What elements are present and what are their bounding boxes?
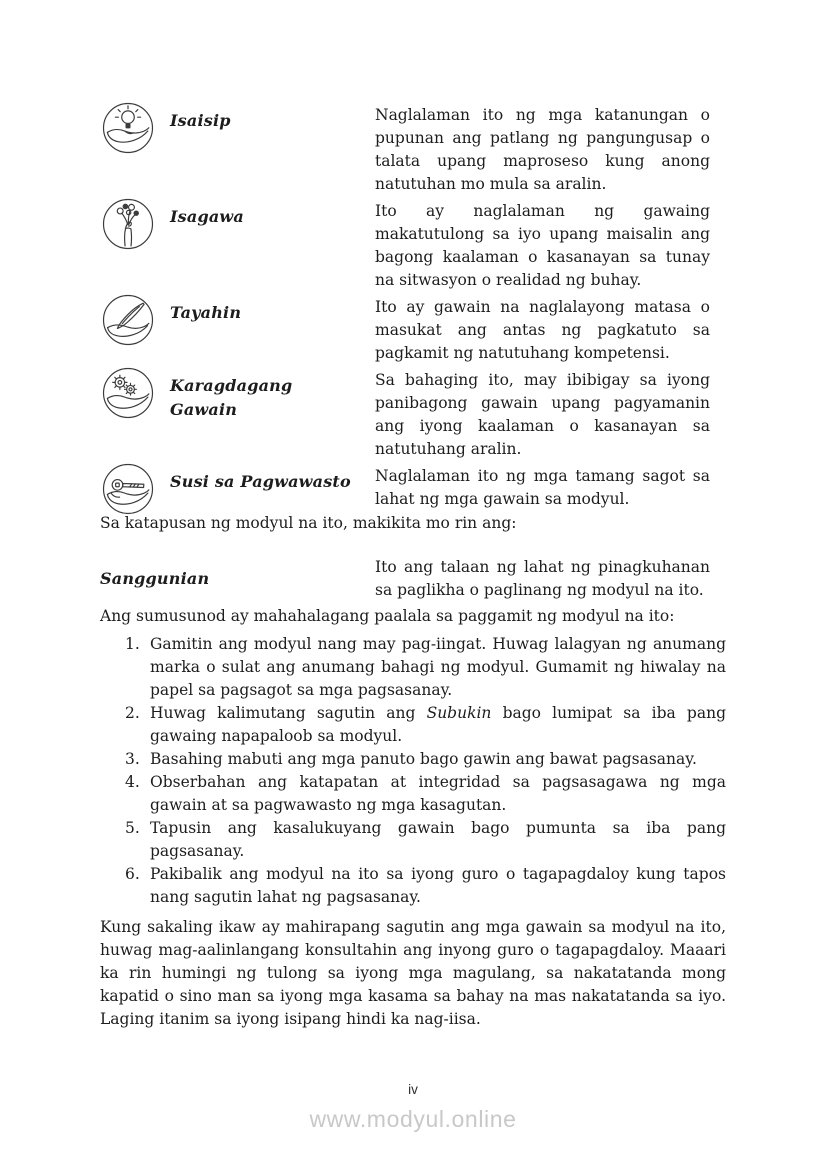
legend-row-isaisip xyxy=(100,102,726,196)
intro-line: Sa katapusan ng modyul na ito, makikita mo rin ang: xyxy=(100,514,517,532)
lightbulb-in-hand-icon xyxy=(102,102,154,154)
reminders-heading: Ang sumusunod ay mahahalagang paalala sa paggamit ng modyul na ito: xyxy=(100,607,675,625)
reminder-item-5 xyxy=(125,817,726,863)
legend-description-isaisip: Naglalaman ito ng mga katanungan o pupunan ang patlang ng pangungusap o talata upang maproseso kung anong natutuhan mo mula sa aralin. xyxy=(375,106,710,193)
legend-description-isagawa: Ito ay naglalaman ng gawaing makatutulong sa iyo upang maisalin ang bagong kaalaman o kasanayan sa tunay na sitwasyon o realidad ng buhay. xyxy=(375,202,710,289)
legend-icon-cell xyxy=(100,463,170,515)
legend-label-cell xyxy=(170,294,375,325)
reminder-item-4 xyxy=(125,771,726,817)
reminder-number: 1. xyxy=(125,635,140,653)
legend-label-isaisip: Isaisip xyxy=(170,111,231,130)
reminder-item-1 xyxy=(125,633,726,702)
reminder-text-pre: Huwag kalimutang sagutin ang xyxy=(150,704,427,722)
reminder-text xyxy=(150,863,726,909)
sanggunian-label-cell xyxy=(100,556,375,602)
reminder-text xyxy=(150,817,726,863)
reminders-list xyxy=(125,633,726,909)
legend-description-susi-sa-pagwawasto: Naglalaman ito ng mga tamang sagot sa lahat ng mga gawain sa modyul. xyxy=(375,467,710,508)
sanggunian-label: Sanggunian xyxy=(100,569,210,588)
legend-label-cell xyxy=(170,102,375,133)
legend-row-karagdagang-gawain xyxy=(100,367,726,461)
reminder-number: 3. xyxy=(125,750,140,768)
legend-label-susi-sa-pagwawasto: Susi sa Pagwawasto xyxy=(170,472,351,491)
legend-description-tayahin: Ito ay gawain na naglalayong matasa o masukat ang antas ng pagkatuto sa pagkamit ng natutuhang kompetensi. xyxy=(375,298,710,362)
legend-row-susi-sa-pagwawasto xyxy=(100,463,726,515)
legend-icon-cell xyxy=(100,294,170,346)
reminder-item-2 xyxy=(125,702,726,748)
legend-label-cell xyxy=(170,367,375,422)
reminder-number: 4. xyxy=(125,773,140,791)
reminder-number: 6. xyxy=(125,865,140,883)
legend-label-isagawa: Isagawa xyxy=(170,207,244,226)
legend-icon-cell xyxy=(100,367,170,419)
icon-legend xyxy=(100,102,726,517)
reminder-text-pre: Gamitin ang modyul nang may pag-iingat. Huwag lalagyan ng anumang marka o sulat ang anumang bahagi ng modyul. Gumamit ng hiwalay na papel sa pagsagot sa mga pagsasanay. xyxy=(150,635,726,699)
legend-label-tayahin: Tayahin xyxy=(170,303,242,322)
closing-paragraph: Kung sakaling ikaw ay mahirapang sagutin ang mga gawain sa modyul na ito, huwag mag-aalinlangang konsultahin ang inyong guro o tagapagdaloy. Maaari ka rin humingi ng tulong sa iyong mga magulang, sa nakatatanda mong kapatid o sino man sa iyong mga kasama sa bahay na mas nakatatanda sa iyo. Laging itanim sa iyong isipang hindi ka nag-iisa. xyxy=(100,918,726,1028)
reminder-item-3 xyxy=(125,748,726,771)
legend-label-cell xyxy=(170,463,375,494)
reminder-item-6 xyxy=(125,863,726,909)
reminder-text-italic: Subukin xyxy=(426,704,492,722)
page-number: iv xyxy=(408,1082,418,1097)
reminder-text xyxy=(150,633,726,702)
legend-description-karagdagang-gawain: Sa bahaging ito, may ibibigay sa iyong panibagong gawain upang pagyamanin ang iyong kaalaman o kasanayan sa natutuhang aralin. xyxy=(375,371,710,458)
watermark: www.modyul.online xyxy=(309,1106,517,1132)
hand-writing-pen-icon xyxy=(102,294,154,346)
legend-row-tayahin xyxy=(100,294,726,365)
gears-in-hand-icon xyxy=(102,367,154,419)
reminder-text xyxy=(150,702,726,748)
legend-label-cell xyxy=(170,198,375,229)
reminder-text-post: bago lumipat sa iba pang gawaing napapaloob sa modyul. xyxy=(150,704,726,745)
reminder-number: 5. xyxy=(125,819,140,837)
reminder-text xyxy=(150,748,726,771)
legend-icon-cell xyxy=(100,198,170,250)
reminder-text-pre: Tapusin ang kasalukuyang gawain bago pumunta sa iba pang pagsasanay. xyxy=(150,819,726,860)
key-in-hand-icon xyxy=(102,463,154,515)
hand-holding-flowers-icon xyxy=(102,198,154,250)
legend-row-isagawa xyxy=(100,198,726,292)
reminder-text-pre: Pakibalik ang modyul na ito sa iyong guro o tagapagdaloy kung tapos nang sagutin lahat ng pagsasanay. xyxy=(150,865,726,906)
reminder-text-pre: Obserbahan ang katapatan at integridad sa pagsasagawa ng mga gawain at sa pagwawasto ng mga kasagutan. xyxy=(150,773,726,814)
reminder-text-pre: Basahing mabuti ang mga panuto bago gawin ang bawat pagsasanay. xyxy=(150,750,697,768)
sanggunian-section xyxy=(100,556,726,602)
sanggunian-description: Ito ang talaan ng lahat ng pinagkuhanan sa paglikha o paglinang ng modyul na ito. xyxy=(375,558,710,599)
reminder-text xyxy=(150,771,726,817)
legend-label-karagdagang-gawain: Karagdagang Gawain xyxy=(170,376,293,419)
legend-icon-cell xyxy=(100,102,170,154)
reminder-number: 2. xyxy=(125,704,140,722)
